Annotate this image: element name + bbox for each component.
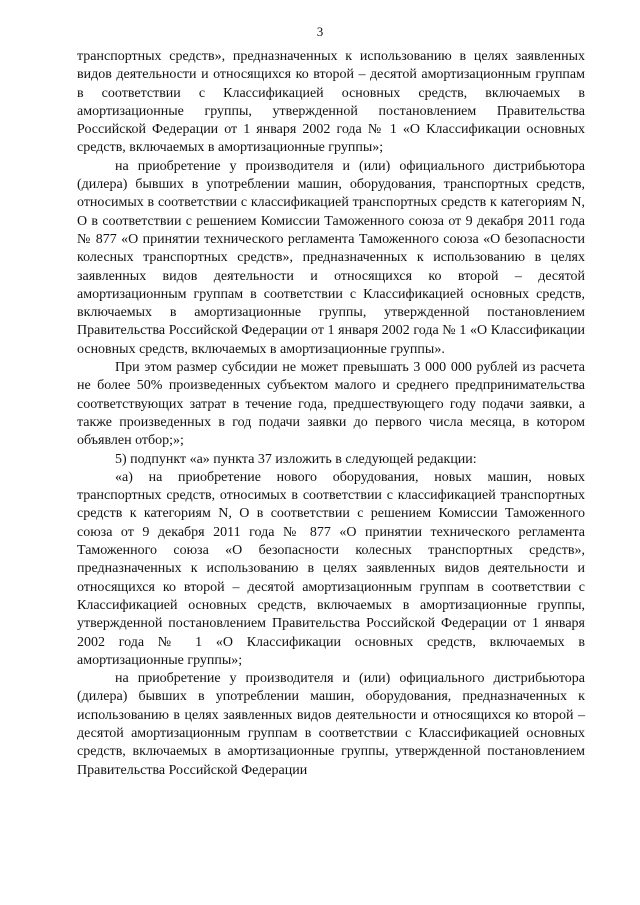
paragraph-subsidy-limit: При этом размер субсидии не может превышать 3 000 000 рублей из расчета не более 50% произведенных субъектом малого и среднего предпринимательства соответствующих затрат в течение года, предшествующего году подачи заявки, а также произведенных в год подачи заявки до первого числа месяца, в котором объявлен отбор;»;: [77, 360, 585, 449]
paragraph-used-equipment: на приобретение у производителя и (или) официального дистрибьютора (дилера) бывших в употреблении машин, оборудования, транспортных средств, относимых в соответствии с классификацией транспортных средств к категориям N, O в соответствии с решением Комиссии Таможенного союза от 9 декабря 2011 года № 877 «О принятии технического регламента Таможенного союза «О безопасности колесных транспортных средств», предназначенных к использованию в целях заявленных видов деятельности и относящихся ко второй – десятой амортизационным группам в соответствии с Классификацией основных средств, включаемых в амортизационные группы, утвержденной постановлением Правительства Российской Федерации от 1 января 2002 года № 1 «О Классификации основных средств, включаемых в амортизационные группы».: [77, 158, 585, 357]
paragraph-subitem-a: «а) на приобретение нового оборудования, новых машин, новых транспортных средств, относимых в соответствии с классификацией транспортных средств к категориям N, O в соответствии с решением Комиссии Таможенного союза от 9 декабря 2011 года № 877 «О принятии технического регламента Таможенного союза «О безопасности колесных транспортных средств», предназначенных к использованию в целях заявленных видов деятельности и относящихся ко второй – десятой амортизационным группам в соответствии с Классификацией основных средств, включаемых в амортизационные группы, утвержденной постановлением Правительства Российской Федерации от 1 января 2002 года № 1 «О Классификации основных средств, включаемых в амортизационные группы»;: [77, 469, 585, 668]
paragraph-amendment-item-5: 5) подпункт «а» пункта 37 изложить в следующей редакции:: [115, 451, 477, 467]
document-body: [77, 48, 585, 780]
page-number: 3: [316, 24, 324, 39]
paragraph-used-machinery: на приобретение у производителя и (или) официального дистрибьютора (дилера) бывших в употреблении машин, оборудования, предназначенных к использованию в целях заявленных видов деятельности и относящихся ко второй – десятой амортизационным группам в соответствии с Классификацией основных средств, включаемых в амортизационные группы, утвержденной постановлением Правительства Российской Федерации: [77, 671, 585, 778]
paragraph-continuation: транспортных средств», предназначенных к использованию в целях заявленных видов деятельности и относящихся ко второй – десятой амортизационным группам в соответствии с Классификацией основных средств, включаемых в амортизационные группы, утвержденной постановлением Правительства Российской Федерации от 1 января 2002 года № 1 «О Классификации основных средств, включаемых в амортизационные группы»;: [77, 49, 585, 156]
